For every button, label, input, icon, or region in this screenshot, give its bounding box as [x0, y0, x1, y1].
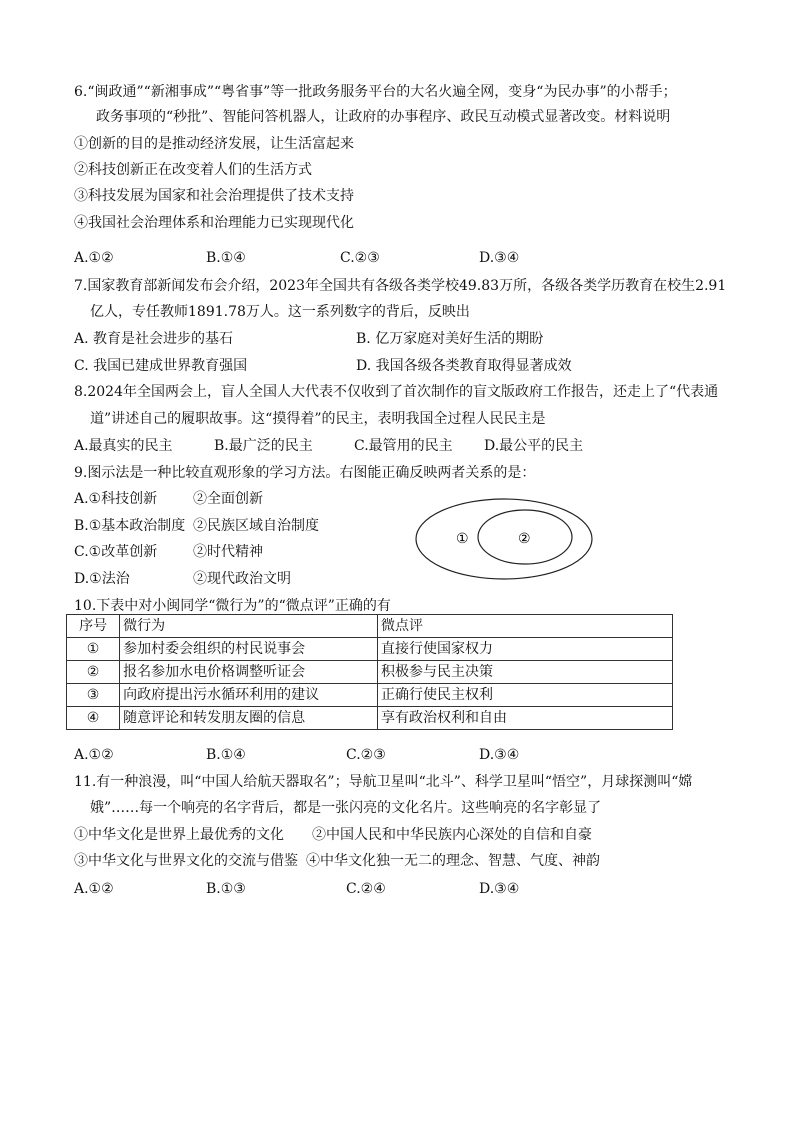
venn-diagram — [414, 497, 594, 583]
q11-option-a: A.①② — [74, 881, 114, 897]
q11-stem-line1: 11.有一种浪漫，叫“中国人给航天器取名”；导航卫星叫“北斗”、科学卫星叫“悟空”，月球探测叫“嫦 — [74, 774, 693, 790]
q11-option-b: B.①③ — [206, 881, 246, 897]
q11-item-1: ①中华文化是世界上最优秀的文化 — [74, 827, 284, 843]
row-index: ① — [67, 638, 120, 661]
header-index: 序号 — [67, 615, 120, 638]
q10-option-d: D.③④ — [479, 747, 520, 763]
q10-table — [66, 614, 673, 730]
q6-item-4: ④我国社会治理体系和治理能力已实现现代化 — [74, 215, 354, 231]
q6-stem-line2: 政务事项的“秒批”、智能问答机器人，让政府的办事程序、政民互动模式显著改变。材料说明 — [96, 109, 671, 125]
q11-option-d: D.③④ — [479, 881, 520, 897]
q10-option-b: B.①④ — [206, 747, 246, 763]
q8-stem-line2: 道”讲述自己的履职故事。这“摸得着”的民主，表明我国全过程人民民主是 — [90, 411, 546, 427]
q6-item-1: ①创新的目的是推动经济发展，让生活富起来 — [74, 136, 354, 152]
header-comment: 微点评 — [378, 615, 673, 638]
q11-item-3: ③中华文化与世界文化的交流与借鉴 — [74, 853, 298, 869]
q11-item-4: ④中华文化独一无二的理念、智慧、气度、神韵 — [306, 853, 600, 869]
q6-option-a: A.①② — [74, 250, 114, 266]
table-row — [67, 707, 673, 730]
row-behavior: 参加村委会组织的村民说事会 — [120, 638, 378, 661]
table-row — [67, 661, 673, 684]
q9-stem: 9.图示法是一种比较直观形象的学习方法。右图能正确反映两者关系的是： — [74, 465, 536, 481]
row-index: ② — [67, 661, 120, 684]
q6-option-d: D.③④ — [479, 250, 520, 266]
q6-option-c: C.②③ — [340, 250, 380, 266]
q7-stem-line1: 7.国家教育部新闻发布会介绍，2023年全国共有各级各类学校49.83万所，各级各类学历教育在校生2.91 — [74, 278, 727, 294]
row-index: ③ — [67, 684, 120, 707]
q6-stem-line1: 6.“闽政通”“新湘事成”“粤省事”等一批政务服务平台的大名火遍全网，变身“为民办事”的小帮手； — [74, 84, 677, 100]
q9-option-b-first: B.①基本政治制度 — [74, 518, 186, 534]
q7-stem-line2: 亿人，专任教师1891.78万人。这一系列数字的背后，反映出 — [90, 304, 470, 320]
q8-option-d: D.最公平的民主 — [484, 438, 584, 454]
q9-option-c-second: ②时代精神 — [193, 544, 263, 560]
q11-stem-line2: 娥”……每一个响亮的名字背后，都是一张闪亮的文化名片。这些响亮的名字彰显了 — [90, 800, 602, 816]
q11-item-2: ②中国人民和中华民族内心深处的自信和自豪 — [312, 827, 592, 843]
header-behavior: 微行为 — [120, 615, 378, 638]
q8-option-b: B.最广泛的民主 — [214, 438, 313, 454]
q8-stem-line1: 8.2024年全国两会上，盲人全国人大代表不仅收到了首次制作的盲文版政府工作报告，还走上了“代表通 — [74, 384, 719, 400]
q9-option-b-second: ②民族区域自治制度 — [193, 518, 319, 534]
q11-option-c: C.②④ — [346, 881, 386, 897]
q6-option-b: B.①④ — [206, 250, 246, 266]
venn-outer-ellipse — [416, 499, 592, 579]
q7-option-c: C. 我国已建成世界教育强国 — [74, 358, 248, 374]
row-index: ④ — [67, 707, 120, 730]
row-behavior: 随意评论和转发朋友圈的信息 — [120, 707, 378, 730]
q9-option-a-second: ②全面创新 — [193, 491, 263, 507]
q9-option-d-second: ②现代政治文明 — [193, 571, 291, 587]
venn-outer-label: ① — [456, 531, 469, 547]
row-comment: 正确行使民主权利 — [378, 684, 673, 707]
q9-option-a-first: A.①科技创新 — [74, 491, 158, 507]
q10-option-c: C.②③ — [346, 747, 386, 763]
venn-inner-label: ② — [518, 531, 531, 547]
q7-option-b: B. 亿万家庭对美好生活的期盼 — [356, 331, 544, 347]
q10-stem: 10.下表中对小闽同学“微行为”的“微点评”正确的有 — [74, 598, 391, 614]
q8-option-a: A.最真实的民主 — [74, 438, 173, 454]
q9-option-c-first: C.①改革创新 — [74, 544, 158, 560]
row-comment: 直接行使国家权力 — [378, 638, 673, 661]
row-behavior: 向政府提出污水循环利用的建议 — [120, 684, 378, 707]
q7-option-a: A. 教育是社会进步的基石 — [74, 331, 234, 347]
q6-item-3: ③科技发展为国家和社会治理提供了技术支持 — [74, 188, 354, 204]
q10-option-a: A.①② — [74, 747, 114, 763]
row-comment: 享有政治权利和自由 — [378, 707, 673, 730]
q8-option-c: C.最管用的民主 — [354, 438, 453, 454]
q9-option-d-first: D.①法治 — [74, 571, 130, 587]
row-behavior: 报名参加水电价格调整听证会 — [120, 661, 378, 684]
q6-item-2: ②科技创新正在改变着人们的生活方式 — [74, 162, 312, 178]
table-row — [67, 684, 673, 707]
table-header-row — [67, 615, 673, 638]
table-row — [67, 638, 673, 661]
q7-option-d: D. 我国各级各类教育取得显著成效 — [356, 358, 572, 374]
row-comment: 积极参与民主决策 — [378, 661, 673, 684]
